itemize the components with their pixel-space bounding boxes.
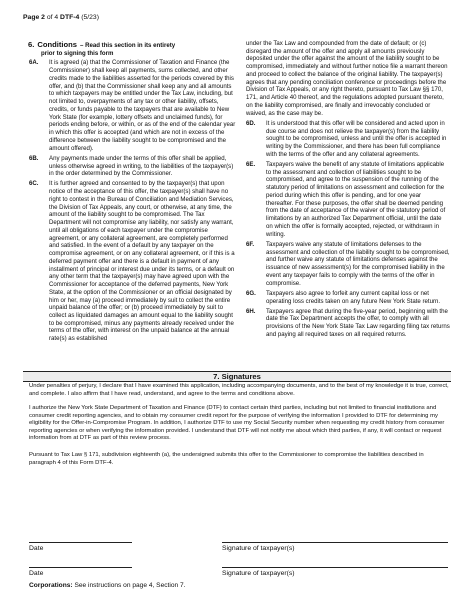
signature-label-2: Signature of taxpayer(s) bbox=[222, 570, 295, 577]
paragraph-6a: 6A. It is agreed (a) that the Commissioner of Taxation and Finance (the Commissioner) shall keep all payments, sums collected, and other credits made to the liabilities asserted for the periods covered by this offer, and (b) that the Commissioner shall keep any and all amounts to which taxpayers may be entitled under the Tax Law, including, but not limited to, overpayments of any tax or other liability, offsets, credits, or funds payable to the taxpayers that are available to New York State (for example, lottery offsets and unclaimed funds), for periods ending before, or within, or as of the end of the calendar year in which this offer is accepted (and which are not in excess of the difference between the liability sought to be compromised and the amount offered). bbox=[29, 59, 236, 152]
paragraph-6b: 6B. Any payments made under the terms of this offer shall be applied, unless otherwise agreed in writing, to the liabilities of the taxpayer(s) in the order determined by the Commissioner. bbox=[29, 154, 234, 178]
corporations-note bbox=[29, 582, 186, 590]
paragraph-6c: 6C. It is further agreed and consented to by the taxpayer(s) that upon notice of the acceptance of this offer, the taxpayer(s) shall have no right to contest in the Bureau of Conciliation and Mediation Services, the Division of Tax Appeals, any court, or otherwise, at any time, the amount of the liability sought to be compromised. The Tax Department will not compromise any liability, nor satisfy any warrant, until all obligations of each taxpayer under the compromise agreement, or any collateral agreement, are completely performed and satisfied. In the event of a default by any taxpayer on the compromise agreement, or on any collateral agreement, or if this is a deferred payment offer and there is a default in payment of any installment of principal or interest due under its terms, or a default on any other term that the taxpayer(s) may have agreed upon with the Commissioner for acceptance of the deferred payments, New York State, at the option of the Commissioner or an official designated by him or her, may (a) proceed immediately by suit to collect the entire unpaid balance of the offer; or (b) proceed immediately by suit to collect as liquidated damages an amount equal to the liability sought to be compromised, minus any payments already received under the terms of the offer, with interest on the unpaid balance at the annual rate(s) as established bbox=[29, 180, 235, 343]
date-line-1[interactable] bbox=[29, 542, 132, 543]
signature-label-1: Signature of taxpayer(s) bbox=[222, 545, 295, 552]
pursuant-statement: Pursuant to Tax Law § 171, subdivision eighteenth (a), the undersigned submits this offer to the Commissioner to compromise the liabilities described in paragraph 4 of this Form DTF-4. bbox=[29, 452, 424, 466]
paragraph-6g: 6G. Taxpayers also agree to forfeit any current capital loss or net operating loss credits taken on any future New York State return. bbox=[246, 289, 441, 305]
section-6-right-column bbox=[246, 40, 450, 341]
perjury-statement: Under penalties of perjury, I declare that I have examined this application, including accompanying documents, and to the best of my knowledge it is true, correct, and complete. I also affirm that I have read, understand, and agree to the terms and conditions above. bbox=[29, 383, 449, 397]
corporations-text: See instructions on page 4, Section 7. bbox=[74, 582, 186, 589]
paragraph-6h: 6H. Taxpayers agree that during the five-year period, beginning with the date the Tax Department accepts the offer, to comply with all provisions of the New York State Tax Law regarding filing tax returns and paying all required taxes on all required returns. bbox=[246, 307, 450, 338]
paragraph-6e: 6E. Taxpayers waive the benefit of any statute of limitations applicable to the assessment and collection of liabilities sought to be compromised, and agree to the suspension of the running of the statutory period of limitations on assessment and collection for the period during which this offer is pending, and for one year thereafter. For these purposes, the offer shall be deemed pending from the date of acceptance of the waiver of the statutory period of limitations by an authorized Tax Department official, until the date on which the offer is formally accepted, rejected, or withdrawn in writing. bbox=[246, 161, 446, 238]
page-number: Page 2 bbox=[23, 14, 45, 21]
date-label-1: Date bbox=[29, 545, 44, 552]
signature-line-2[interactable] bbox=[222, 567, 448, 568]
section-6-title: 6. Conditions – Read this section in its entirety bbox=[28, 40, 176, 49]
date-label-2: Date bbox=[29, 570, 44, 577]
corporations-label: Corporations: bbox=[29, 582, 73, 589]
date-line-2[interactable] bbox=[29, 567, 132, 568]
authorization-statement: I authorize the New York State Department of Taxation and Finance (DTF) to contact certain third parties, including but not limited to financial institutions and consumer credit reporting agencies, and to obtain my consumer credit report for the purpose of verifying the information I provided to DTF for determining my eligibility for the Offer-in-Compromise Program. In addition, I authorize DTF to use my Social Security number when requesting my credit history from consumer reporting agencies or when verifying the information provided. I understand that DTF will not notify me about which third parties, if any, it will contact or request information from at DTF as part of this review process. bbox=[29, 405, 445, 442]
paragraph-6c-continuation: under the Tax Law and compounded from the date of default; or (c) disregard the amount of the offer and apply all amounts previously deposited under the offer against the amount of the liability sought to be compromised, immediately and without further notice file a warrant thereon and proceed to collect the balance of the original liability. The taxpayer(s) agrees that any pending conciliation conference or proceedings before the Division of Tax Appeals, or any right thereto, pursuant to Tax Law §§ 170, 171, and Article 40 thereof, and the regulations adopted pursuant thereto, on the liability compromised, are finally and irrevocably concluded or waived, as the case may be. bbox=[246, 40, 448, 117]
form-version: (5/23) bbox=[81, 14, 99, 21]
section-7-title: 7. Signatures bbox=[23, 371, 451, 382]
section-6-subtitle: prior to signing this form bbox=[41, 49, 114, 57]
form-number: DTF-4 bbox=[60, 14, 80, 21]
paragraph-6f: 6F. Taxpayers waive any statute of limitations defenses to the assessment and collection of the liability sought to be compromised, and further waive any statute of limitations defenses against the issuance of new assessment(s) for the compromised liability in the event any taxpayer fails to comply with the terms of the offer in compromise. bbox=[246, 240, 450, 287]
section-6-left-column bbox=[29, 40, 236, 345]
page-of: of 4 bbox=[46, 14, 59, 21]
signature-line-1[interactable] bbox=[222, 542, 448, 543]
page-header bbox=[23, 14, 99, 23]
paragraph-6d: 6D. It is understood that this offer will be considered and acted upon in due course and does not relieve the taxpayer(s) from the liability sought to be compromised, unless and until the offer is accepted in writing by the Commissioner, and there has been full compliance with the terms of the offer and any collateral agreements. bbox=[246, 119, 447, 158]
